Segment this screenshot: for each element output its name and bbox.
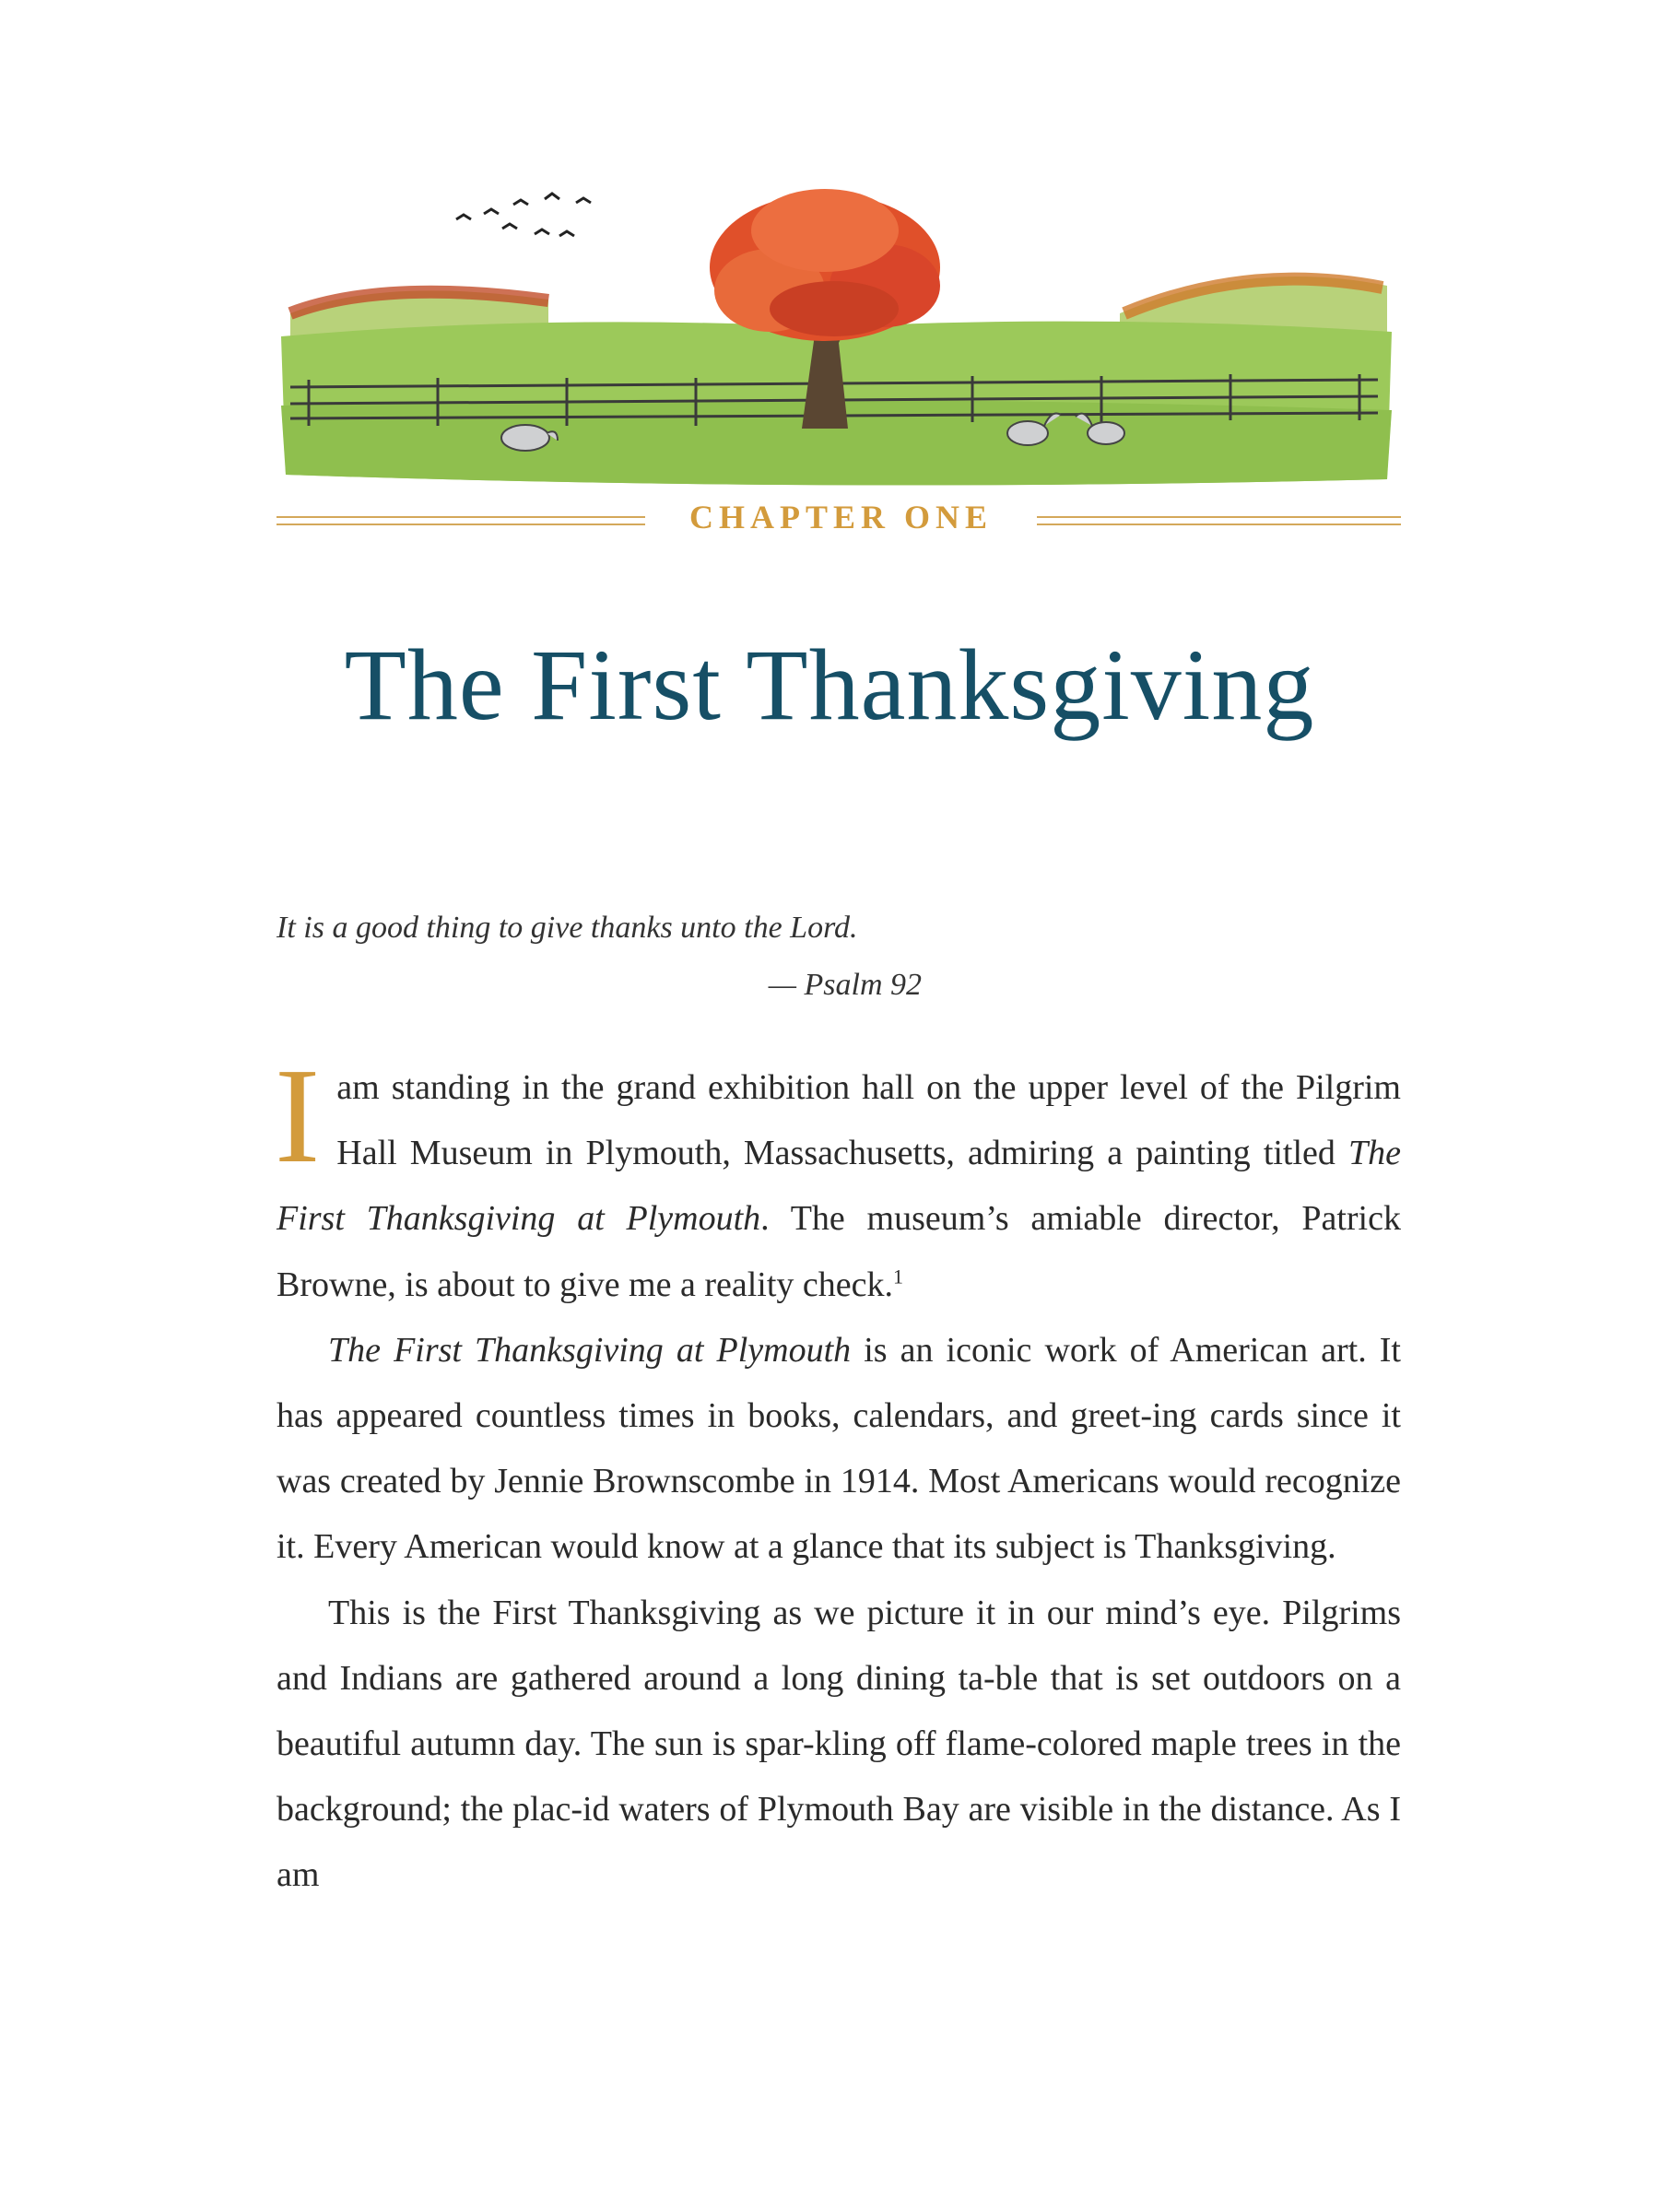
chapter-rule-right [1037, 516, 1401, 518]
body-text [275, 1041, 1401, 1909]
drop-cap: I [275, 1041, 321, 1192]
painting-title-italic: The First Thanksgiving at Plymouth [328, 1330, 852, 1370]
paragraph-3 [276, 1581, 1401, 1909]
autumn-landscape-illustration [272, 175, 1396, 488]
paragraph-1-text-a: am standing in the grand exhibition hall on the upper level of the Pilgrim Hall Museum in Plymouth, Massachusetts, admiring a painting titled [336, 1068, 1401, 1173]
paragraph-3-text: This is the First Thanksgiving as we picture it in our mind’s eye. Pilgrims and Indians are gathered around a long dining ta-ble that is set outdoors on a beautiful autumn day. The sun is spar-kling off flame-colored maple trees in the background; the plac-id waters of Plymouth Bay are visible in the distance. As I am [276, 1593, 1401, 1895]
chapter-rule-left [276, 516, 645, 518]
paragraph-2 [276, 1318, 1401, 1581]
epigraph-attribution: — Psalm 92 [768, 968, 922, 1002]
bird-flock-icon [456, 194, 591, 236]
paragraph-2-text: is an iconic work of American art. It has appeared countless times in books, calendars, and greet-ing cards since it was created by Jennie Brownscombe in 1914. Most Americans would recognize it. Every American would know at a glance that its subject is Thanksgiving. [276, 1330, 1401, 1567]
painting-title-italic: The First Thanksgiving at Plymouth [276, 1134, 1401, 1239]
epigraph-quote: It is a good thing to give thanks unto the Lord. [276, 911, 858, 945]
paragraph-1 [275, 1041, 1401, 1318]
paragraph-1-text-b: . The museum’s amiable director, Patrick Browne, is about to give me a reality check. [276, 1199, 1401, 1304]
chapter-label: CHAPTER ONE [688, 499, 994, 535]
chapter-title: The First Thanksgiving [344, 629, 1315, 741]
footnote-marker[interactable]: 1 [893, 1264, 904, 1288]
